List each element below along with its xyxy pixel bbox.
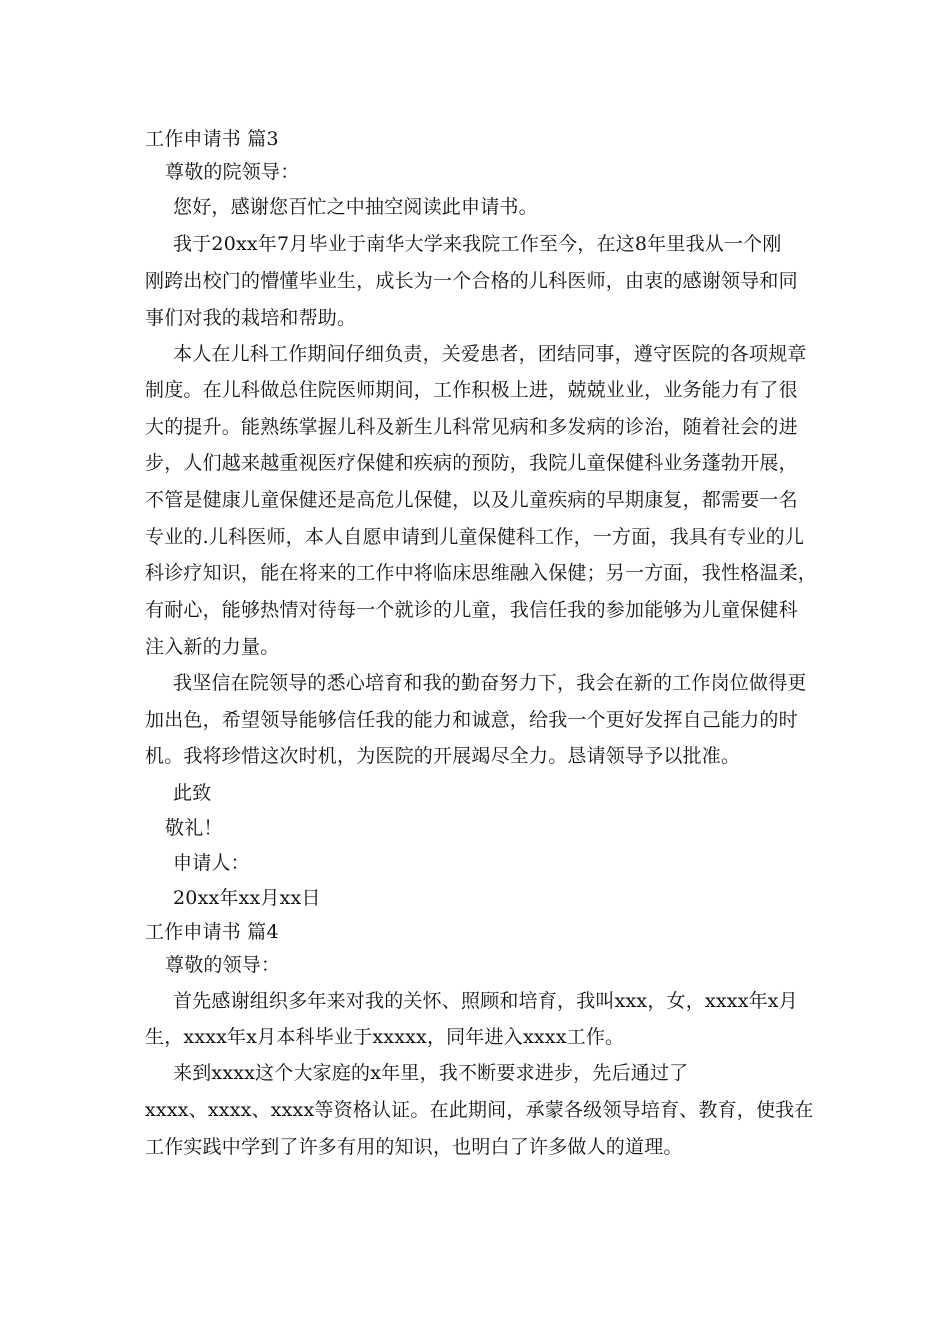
paragraph-line: 步，人们越来越重视医疗保健和疾病的预防，我院儿童保健科业务蓬勃开展， — [145, 452, 798, 474]
paragraph-line: xxxx、xxxx、xxxx等资格认证。在此期间，承蒙各级领导培育、教育，使我在 — [145, 1099, 814, 1121]
paragraph-line: 大的提升。能熟练掌握儿科及新生儿科常见病和多发病的诊治，随着社会的进 — [145, 416, 798, 438]
paragraph-line: 工作实践中学到了许多有用的知识，也明白了许多做人的道理。 — [145, 1136, 683, 1158]
section-3-greeting: 您好，感谢您百忙之中抽空阅读此申请书。 — [173, 196, 538, 218]
paragraph-line: 专业的.儿科医师，本人自愿申请到儿童保健科工作，一方面，我具有专业的儿 — [145, 526, 805, 548]
paragraph-line: 我于20xx年7月毕业于南华大学来我院工作至今，在这8年里我从一个刚 — [173, 233, 782, 255]
paragraph-line: 生，xxxx年x月本科毕业于xxxxx，同年进入xxxx工作。 — [145, 1026, 625, 1048]
paragraph-line: 本人在儿科工作期间仔细负责，关爱患者，团结同事，遵守医院的各项规章 — [173, 343, 807, 365]
section-3-title: 工作申请书 篇3 — [145, 128, 279, 150]
section-4-title: 工作申请书 篇4 — [145, 921, 279, 943]
paragraph-line: 加出色，希望领导能够信任我的能力和诚意，给我一个更好发挥自己能力的时 — [145, 709, 798, 731]
paragraph-line: 科诊疗知识，能在将来的工作中将临床思维融入保健；另一方面，我性格温柔， — [145, 562, 818, 584]
paragraph-line: 注入新的力量。 — [145, 636, 280, 658]
paragraph-line: 来到xxxx这个大家庭的x年里，我不断要求进步，先后通过了 — [173, 1062, 689, 1084]
paragraph-line: 我坚信在院领导的悉心培育和我的勤奋努力下，我会在新的工作岗位做得更 — [173, 672, 807, 694]
paragraph-line: 刚跨出校门的懵懂毕业生，成长为一个合格的儿科医师，由衷的感谢领导和同 — [145, 270, 798, 292]
paragraph-line: 有耐心，能够热情对待每一个就诊的儿童，我信任我的参加能够为儿童保健科 — [145, 599, 798, 621]
paragraph-line: 事们对我的栽培和帮助。 — [145, 307, 357, 329]
paragraph-line: 不管是健康儿童保健还是高危儿保健，以及儿童疾病的早期康复，都需要一名 — [145, 489, 798, 511]
paragraph-line: 制度。在儿科做总住院医师期间，工作积极上进，兢兢业业，业务能力有了很 — [145, 379, 798, 401]
closing-salute: 敬礼！ — [165, 817, 223, 839]
section-4-salutation: 尊敬的领导： — [165, 954, 281, 976]
closing-regards: 此致 — [173, 782, 212, 804]
applicant-label: 申请人： — [173, 852, 250, 874]
section-3-salutation: 尊敬的院领导： — [165, 161, 300, 183]
paragraph-line: 机。我将珍惜这次时机，为医院的开展竭尽全力。恳请领导予以批准。 — [145, 745, 741, 767]
paragraph-line: 首先感谢组织多年来对我的关怀、照顾和培育，我叫xxx，女，xxxx年x月 — [173, 990, 798, 1012]
signature-date: 20xx年xx月xx日 — [173, 887, 321, 909]
